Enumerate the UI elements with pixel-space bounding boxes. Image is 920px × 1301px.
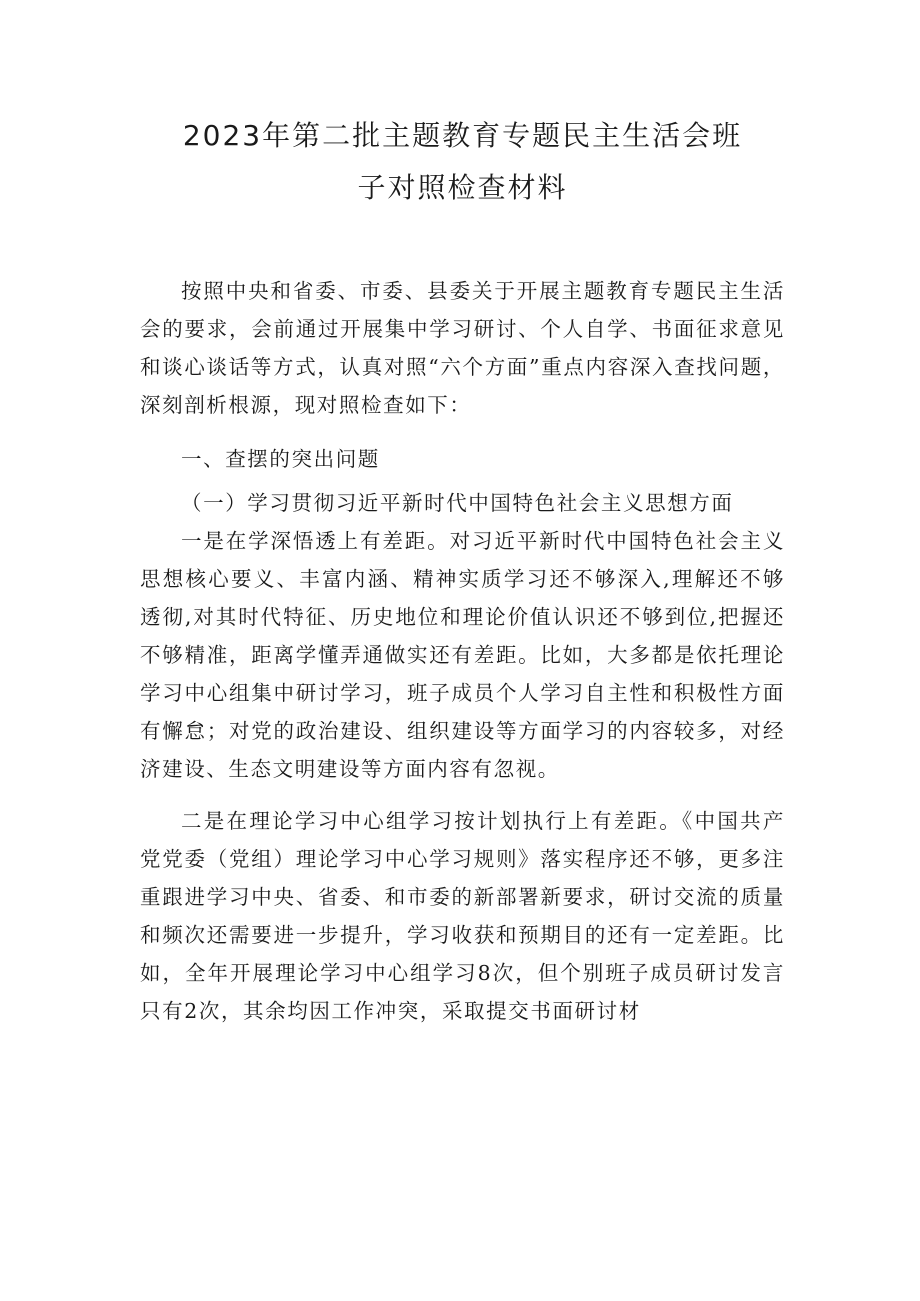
paragraph-second-issue: 二是在理论学习中心组学习按计划执行上有差距。《中国共产党党委（党组）理论学习中心学习规则》落实程序还不够，更多注重跟进学习中央、省委、和市委的新部署新要求，研讨交流的质量和频次还需要进一步提升，学习收获和预期目的还有一定差距。比如，全年开展理论学习中心组学习8次，但个别班子成员研讨发言只有2次，其余均因工作冲突，采取提交书面研讨材: [140, 809, 785, 1023]
intro-paragraph: 按照中央和省委、市委、县委关于开展主题教育专题民主生活会的要求，会前通过开展集中学习研讨、个人自学、书面征求意见和谈心谈话等方式，认真对照“六个方面”重点内容深入查找问题，深刻剖析根源，现对照检查如下：: [140, 279, 785, 417]
subsection-heading-study: （一）学习贯彻习近平新时代中国特色社会主义思想方面: [181, 491, 734, 515]
paragraph-first-issue: 一是在学深悟透上有差距。对习近平新时代中国特色社会主义思想核心要义、丰富内涵、精神实质学习还不够深入,理解还不够透彻,对其时代特征、历史地位和理论价值认识还不够到位,把握还不够精准，距离学懂弄通做实还有差距。比如，大多都是依托理论学习中心组集中研讨学习，班子成员个人学习自主性和积极性方面有懈怠；对党的政治建设、组织建设等方面学习的内容较多，对经济建设、生态文明建设等方面内容有忽视。: [140, 529, 785, 781]
document-page: [140, 110, 785, 1030]
title-line-2: 子对照检查材料: [357, 171, 568, 204]
section-heading-problems: 一、查摆的突出问题: [181, 447, 380, 471]
title-line-1: 2023年第二批主题教育专题民主生活会班: [182, 119, 743, 152]
document-title: [140, 110, 785, 214]
